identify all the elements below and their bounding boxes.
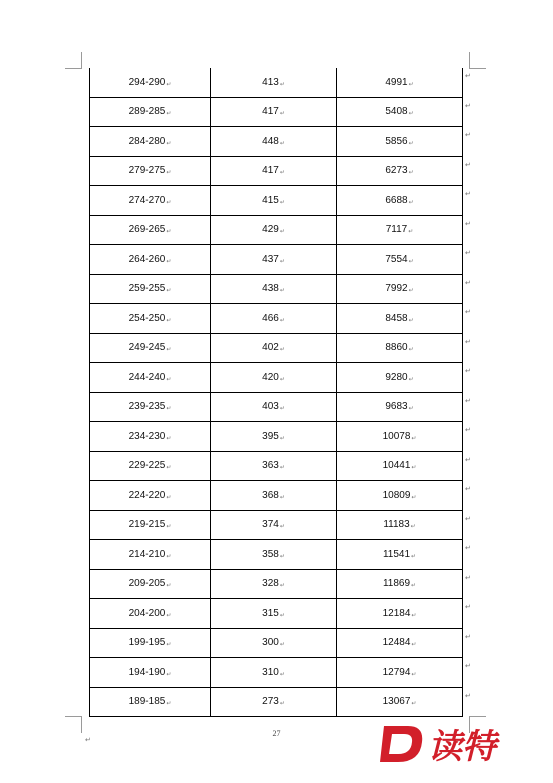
crop-mark-top-right (469, 52, 486, 69)
table-row (90, 422, 463, 452)
table-row (90, 481, 463, 511)
cell-text: 219-215 (128, 519, 166, 531)
crop-mark-top-left (65, 52, 82, 69)
table-row (90, 245, 463, 275)
cell-text: 214-210 (128, 548, 166, 560)
table-row (90, 333, 463, 363)
table-row (90, 569, 463, 599)
count-cell (211, 392, 337, 422)
row-end-mark: ↵ (465, 250, 471, 257)
cell-text: 284-280 (128, 135, 166, 147)
score-range-cell (90, 363, 211, 393)
cell-text: 6273 (385, 165, 408, 177)
cell-text: 254-250 (128, 312, 166, 324)
cell-text: 466 (262, 312, 279, 324)
cell-end-mark: ↵ (166, 376, 172, 383)
count-cell (211, 658, 337, 688)
score-range-cell (90, 422, 211, 452)
cell-end-mark: ↵ (279, 258, 285, 265)
cell-text: 229-225 (128, 460, 166, 472)
cell-end-mark: ↵ (408, 406, 414, 413)
cell-end-mark: ↵ (408, 317, 414, 324)
table-row (90, 451, 463, 481)
score-range-cell (90, 304, 211, 334)
cell-end-mark: ↵ (279, 524, 285, 531)
cell-text: 402 (262, 342, 279, 354)
cell-end-mark: ↵ (166, 671, 172, 678)
score-range-cell (90, 245, 211, 275)
watermark-logo (378, 718, 508, 770)
cell-text: 11183 (383, 519, 410, 531)
cell-end-mark: ↵ (279, 376, 285, 383)
cell-text: 315 (262, 607, 279, 619)
table-row (90, 156, 463, 186)
cell-end-mark: ↵ (408, 376, 414, 383)
cell-end-mark: ↵ (166, 494, 172, 501)
row-end-mark: ↵ (465, 338, 471, 346)
table-row (90, 68, 463, 97)
cell-text: 234-230 (128, 430, 166, 442)
cumulative-cell (337, 658, 463, 688)
cell-text: 12794 (382, 666, 411, 678)
cell-text: 9683 (385, 401, 408, 413)
table-row (90, 215, 463, 245)
row-end-mark: ↵ (465, 486, 471, 493)
count-cell (211, 304, 337, 334)
table-row (90, 510, 463, 540)
table-row (90, 628, 463, 658)
score-range-cell (90, 333, 211, 363)
cell-end-mark: ↵ (279, 494, 285, 501)
cell-end-mark: ↵ (166, 229, 172, 236)
count-cell (211, 127, 337, 157)
cell-end-mark: ↵ (166, 642, 172, 649)
cell-text: 437 (262, 253, 279, 265)
row-end-mark: ↵ (465, 663, 471, 670)
cell-text: 5408 (385, 106, 408, 118)
cell-text: 269-265 (128, 224, 166, 236)
cell-text: 204-200 (128, 607, 166, 619)
cell-end-mark: ↵ (411, 701, 417, 708)
cell-text: 279-275 (128, 165, 166, 177)
count-cell (211, 363, 337, 393)
cell-end-mark: ↵ (166, 524, 172, 531)
cell-text: 420 (262, 371, 279, 383)
cell-text: 264-260 (128, 253, 166, 265)
cumulative-cell (337, 540, 463, 570)
cell-text: 199-195 (128, 637, 166, 649)
cell-end-mark: ↵ (279, 671, 285, 678)
cell-text: 8860 (385, 342, 408, 354)
cell-end-mark: ↵ (166, 170, 172, 177)
cell-text: 438 (262, 283, 279, 295)
cell-end-mark: ↵ (408, 229, 414, 236)
cumulative-cell (337, 569, 463, 599)
cumulative-cell (337, 127, 463, 157)
row-end-mark: ↵ (465, 102, 471, 110)
score-range-cell (90, 658, 211, 688)
cumulative-cell (337, 628, 463, 658)
cumulative-cell (337, 422, 463, 452)
table-row (90, 540, 463, 570)
cell-end-mark: ↵ (166, 347, 172, 354)
score-range-cell (90, 540, 211, 570)
table-row (90, 363, 463, 393)
score-range-cell (90, 97, 211, 127)
paragraph-mark: ↵ (85, 737, 91, 744)
cell-text: 5856 (385, 135, 408, 147)
cumulative-cell (337, 392, 463, 422)
score-range-cell (90, 156, 211, 186)
cumulative-cell (337, 186, 463, 216)
count-cell (211, 68, 337, 97)
cumulative-cell (337, 510, 463, 540)
cell-text: 4991 (385, 76, 408, 88)
cell-text: 9280 (385, 371, 408, 383)
cell-end-mark: ↵ (408, 347, 414, 354)
cell-text: 417 (262, 165, 279, 177)
cell-text: 300 (262, 637, 279, 649)
cumulative-cell (337, 215, 463, 245)
row-end-mark: ↵ (465, 309, 471, 316)
cell-text: 417 (262, 106, 279, 118)
cell-end-mark: ↵ (279, 199, 285, 206)
score-range-cell (90, 68, 211, 97)
score-range-cell (90, 392, 211, 422)
cell-end-mark: ↵ (166, 553, 172, 560)
row-end-mark: ↵ (465, 545, 471, 552)
row-end-mark: ↵ (465, 456, 471, 464)
cell-end-mark: ↵ (411, 671, 417, 678)
count-cell (211, 510, 337, 540)
row-end-mark: ↵ (465, 220, 471, 228)
count-cell (211, 451, 337, 481)
cell-text: 11541 (382, 548, 411, 560)
table-row (90, 687, 463, 717)
cell-text: 363 (262, 460, 279, 472)
row-end-mark: ↵ (465, 633, 471, 641)
cumulative-cell (337, 599, 463, 629)
cell-end-mark: ↵ (166, 81, 172, 88)
cell-end-mark: ↵ (279, 435, 285, 442)
table-row (90, 97, 463, 127)
cell-end-mark: ↵ (279, 612, 285, 619)
cell-end-mark: ↵ (408, 288, 414, 295)
cumulative-cell (337, 451, 463, 481)
row-end-mark: ↵ (465, 574, 471, 582)
cell-end-mark: ↵ (166, 435, 172, 442)
cell-text: 249-245 (128, 342, 166, 354)
cell-text: 259-255 (128, 283, 166, 295)
cell-end-mark: ↵ (410, 524, 416, 531)
score-range-cell (90, 215, 211, 245)
cell-end-mark: ↵ (279, 140, 285, 147)
cell-end-mark: ↵ (279, 81, 285, 88)
cell-end-mark: ↵ (408, 111, 414, 118)
cell-text: 194-190 (128, 666, 166, 678)
count-cell (211, 245, 337, 275)
count-cell (211, 274, 337, 304)
cell-end-mark: ↵ (408, 199, 414, 206)
cell-text: 294-290 (128, 76, 166, 88)
cell-end-mark: ↵ (279, 317, 285, 324)
cumulative-cell (337, 245, 463, 275)
cell-text: 8458 (385, 312, 408, 324)
cell-end-mark: ↵ (166, 111, 172, 118)
cell-text: 415 (262, 194, 279, 206)
score-range-cell (90, 599, 211, 629)
table-row (90, 127, 463, 157)
cell-text: 189-185 (128, 696, 166, 708)
row-end-mark: ↵ (465, 515, 471, 523)
cell-text: 273 (262, 696, 279, 708)
count-cell (211, 156, 337, 186)
score-range-cell (90, 274, 211, 304)
cell-end-mark: ↵ (411, 642, 417, 649)
cumulative-cell (337, 274, 463, 304)
cell-end-mark: ↵ (408, 140, 414, 147)
count-cell (211, 569, 337, 599)
cell-text: 10078 (382, 430, 411, 442)
cell-end-mark: ↵ (166, 199, 172, 206)
cell-end-mark: ↵ (279, 553, 285, 560)
cumulative-cell (337, 363, 463, 393)
score-range-cell (90, 451, 211, 481)
score-range-cell (90, 127, 211, 157)
cell-text: 413 (262, 76, 279, 88)
cell-end-mark: ↵ (279, 406, 285, 413)
count-cell (211, 215, 337, 245)
cell-end-mark: ↵ (408, 170, 414, 177)
cell-end-mark: ↵ (411, 435, 417, 442)
cell-end-mark: ↵ (279, 170, 285, 177)
cell-end-mark: ↵ (166, 317, 172, 324)
page-number: 27 (272, 729, 281, 738)
count-cell (211, 540, 337, 570)
table-row (90, 304, 463, 334)
cell-text: 209-205 (128, 578, 166, 590)
count-cell (211, 97, 337, 127)
score-range-cell (90, 481, 211, 511)
cell-text: 7992 (385, 283, 408, 295)
cell-text: 328 (262, 578, 279, 590)
cell-text: 7117 (385, 224, 408, 236)
table-row (90, 274, 463, 304)
score-range-cell (90, 186, 211, 216)
cell-text: 12484 (382, 637, 411, 649)
cell-text: 239-235 (128, 401, 166, 413)
table-row (90, 658, 463, 688)
cell-text: 11869 (382, 578, 411, 590)
cell-end-mark: ↵ (408, 258, 414, 265)
cumulative-cell (337, 156, 463, 186)
row-end-mark: ↵ (465, 161, 471, 169)
cell-text: 429 (262, 224, 279, 236)
cell-end-mark: ↵ (411, 553, 417, 560)
cell-text: 13067 (382, 696, 411, 708)
cell-end-mark: ↵ (166, 140, 172, 147)
row-end-mark: ↵ (465, 73, 471, 80)
cell-end-mark: ↵ (166, 701, 172, 708)
cumulative-cell (337, 68, 463, 97)
cell-end-mark: ↵ (279, 288, 285, 295)
score-range-cell (90, 628, 211, 658)
cell-end-mark: ↵ (166, 288, 172, 295)
score-range-cell (90, 687, 211, 717)
cell-end-mark: ↵ (279, 347, 285, 354)
row-end-mark: ↵ (465, 191, 471, 198)
cell-end-mark: ↵ (279, 701, 285, 708)
cell-text: 289-285 (128, 106, 166, 118)
cell-text: 10809 (382, 489, 411, 501)
row-end-mark: ↵ (465, 427, 471, 434)
cell-end-mark: ↵ (411, 583, 417, 590)
cell-end-mark: ↵ (411, 612, 417, 619)
row-end-mark: ↵ (465, 604, 471, 611)
row-end-mark: ↵ (465, 279, 471, 287)
score-distribution-table (89, 68, 463, 717)
cell-text: 274-270 (128, 194, 166, 206)
cell-end-mark: ↵ (408, 81, 414, 88)
cell-end-mark: ↵ (166, 258, 172, 265)
cell-text: 395 (262, 430, 279, 442)
cell-text: 244-240 (128, 371, 166, 383)
cell-end-mark: ↵ (411, 465, 417, 472)
cell-end-mark: ↵ (279, 229, 285, 236)
count-cell (211, 333, 337, 363)
cumulative-cell (337, 97, 463, 127)
table-row (90, 599, 463, 629)
cell-end-mark: ↵ (411, 494, 417, 501)
row-end-mark: ↵ (465, 397, 471, 405)
count-cell (211, 599, 337, 629)
cell-end-mark: ↵ (166, 612, 172, 619)
row-end-mark: ↵ (465, 692, 471, 700)
count-cell (211, 186, 337, 216)
cell-text: 6688 (385, 194, 408, 206)
cell-text: 224-220 (128, 489, 166, 501)
count-cell (211, 687, 337, 717)
score-range-cell (90, 510, 211, 540)
cell-end-mark: ↵ (279, 111, 285, 118)
cell-text: 310 (262, 666, 279, 678)
watermark-text: 读特 (428, 727, 496, 767)
cell-end-mark: ↵ (166, 583, 172, 590)
score-range-cell (90, 569, 211, 599)
cell-text: 7554 (385, 253, 408, 265)
cumulative-cell (337, 304, 463, 334)
cell-text: 358 (262, 548, 279, 560)
table-row (90, 186, 463, 216)
cell-end-mark: ↵ (279, 583, 285, 590)
table-row (90, 392, 463, 422)
row-end-mark: ↵ (465, 132, 471, 139)
cell-end-mark: ↵ (279, 642, 285, 649)
cumulative-cell (337, 333, 463, 363)
cumulative-cell (337, 481, 463, 511)
count-cell (211, 422, 337, 452)
cell-text: 403 (262, 401, 279, 413)
cell-end-mark: ↵ (279, 465, 285, 472)
count-cell (211, 628, 337, 658)
cell-text: 368 (262, 489, 279, 501)
cell-text: 10441 (382, 460, 411, 472)
cell-text: 448 (262, 135, 279, 147)
count-cell (211, 481, 337, 511)
row-end-mark: ↵ (465, 368, 471, 375)
cell-end-mark: ↵ (166, 406, 172, 413)
cumulative-cell (337, 687, 463, 717)
cell-text: 374 (262, 519, 279, 531)
cell-text: 12184 (382, 607, 411, 619)
cell-end-mark: ↵ (166, 465, 172, 472)
